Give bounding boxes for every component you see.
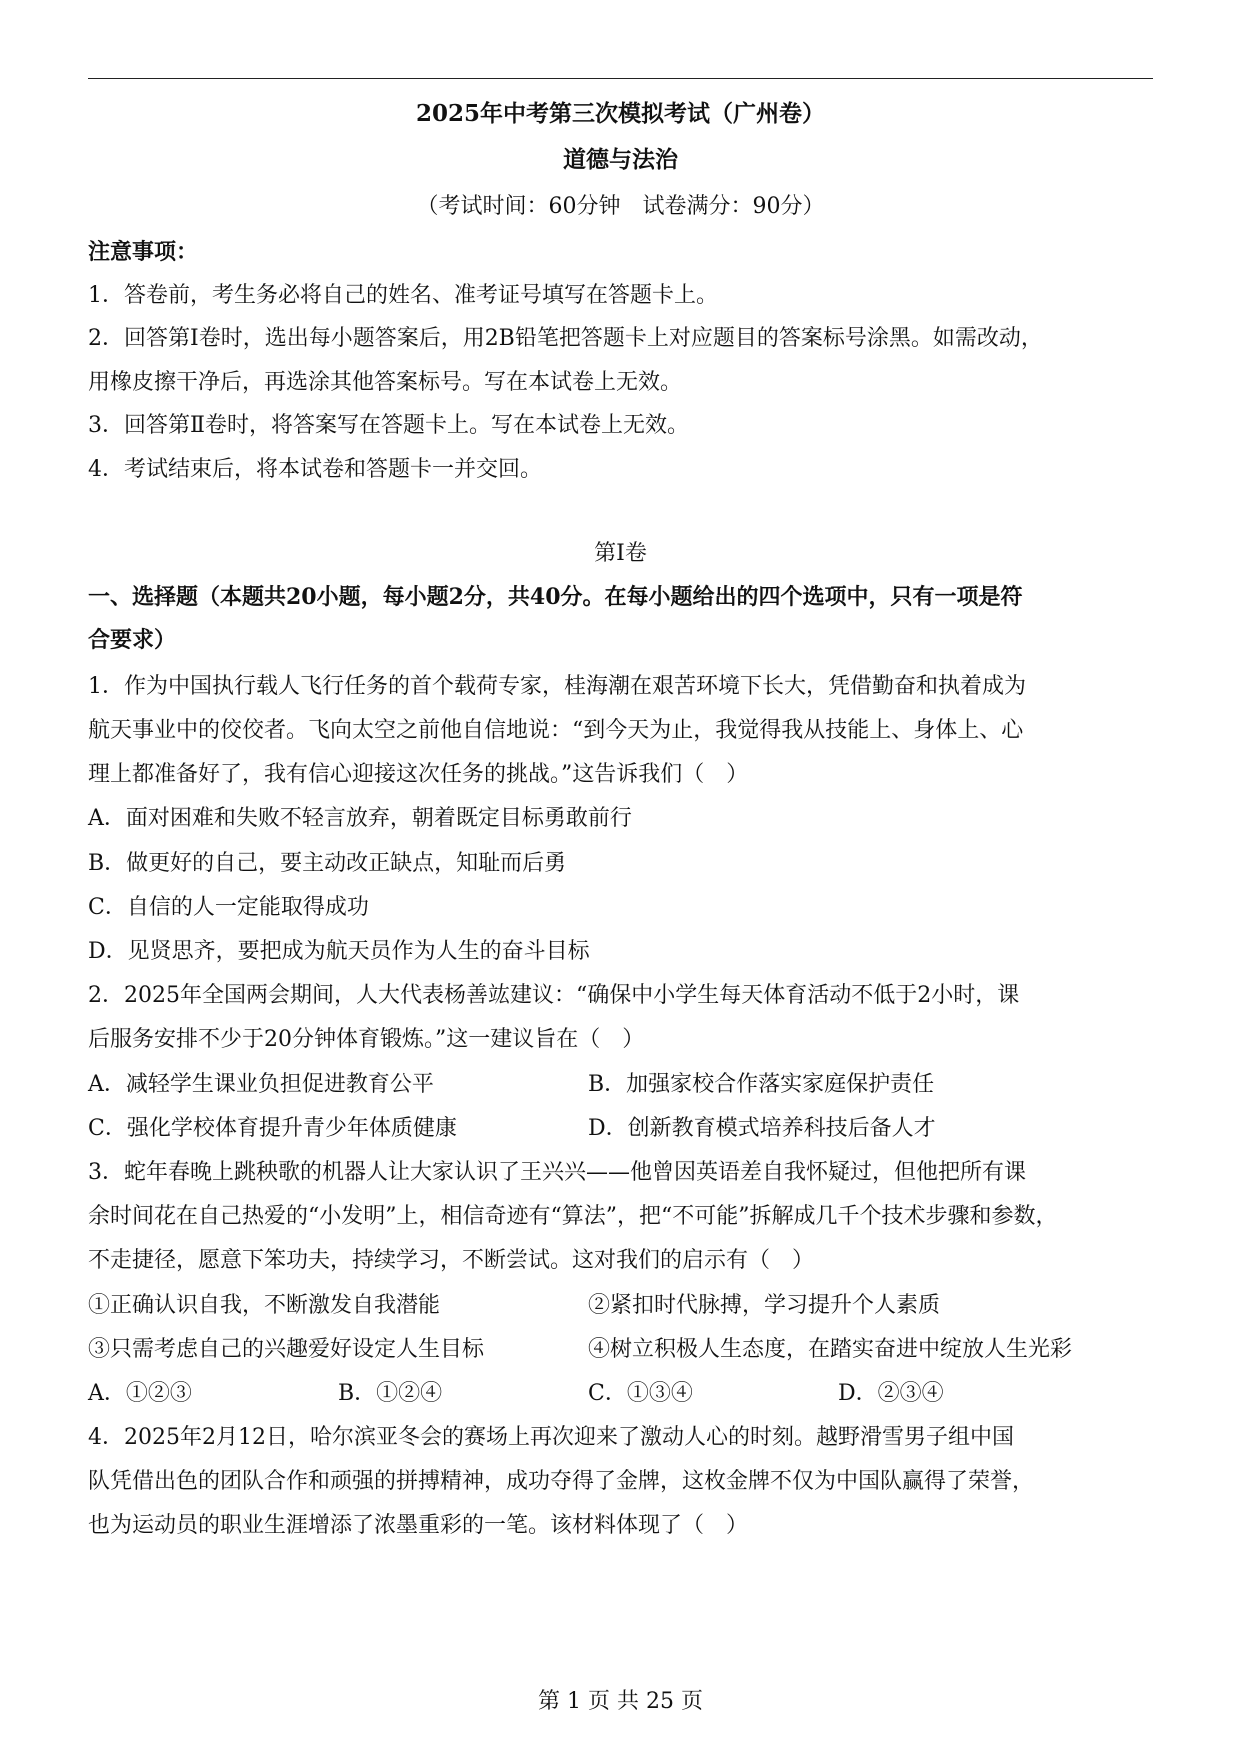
q2-stem: 后服务安排不少于20分钟体育锻炼。”这一建议旨在（ ）: [88, 1027, 645, 1052]
q3-stem: 不走捷径，愿意下笨功夫，持续学习，不断尝试。这对我们的启示有（ ）: [88, 1248, 815, 1273]
q1-option-c: C．自信的人一定能取得成功: [88, 895, 369, 920]
q3-option-c: C．①③④: [588, 1381, 693, 1406]
q3-stem: 余时间花在自己热爱的“小发明”上，相信奇迹有“算法”，把“不可能”拆解成几千个技术步骤和参数，: [88, 1204, 1058, 1229]
q2-stem: 2．2025年全国两会期间，人大代表杨善竑建议：“确保中小学生每天体育活动不低于2小时，课: [88, 983, 1020, 1008]
q2-option-b: B．加强家校合作落实家庭保护责任: [588, 1072, 935, 1097]
section-heading-cont: 合要求）: [88, 627, 177, 653]
page-number: 第 1 页 共 25 页: [538, 1689, 703, 1714]
q3-statement-row: [88, 1335, 1153, 1365]
q3-statement-4: ④树立积极人生态度，在踏实奋进中绽放人生光彩: [588, 1337, 1073, 1362]
note-line: 3．回答第Ⅱ卷时，将答案写在答题卡上。写在本试卷上无效。: [88, 413, 689, 438]
note-line: 2．回答第Ⅰ卷时，选出每小题答案后，用2B铅笔把答题卡上对应题目的答案标号涂黑。如需改动，: [88, 326, 1043, 351]
q2-option-row: [88, 1114, 1153, 1144]
q3-statement-1: ①正确认识自我，不断激发自我潜能: [88, 1293, 441, 1318]
volume-label: 第Ⅰ卷: [594, 541, 647, 566]
q3-statement-row: [88, 1291, 1153, 1321]
note-line: 用橡皮擦干净后，再选涂其他答案标号。写在本试卷上无效。: [88, 370, 683, 395]
q4-stem: 4．2025年2月12日，哈尔滨亚冬会的赛场上再次迎来了激动人心的时刻。越野滑雪男子组中国: [88, 1425, 1014, 1450]
q4-stem: 也为运动员的职业生涯增添了浓墨重彩的一笔。该材料体现了（ ）: [88, 1513, 749, 1538]
q4-stem: 队凭借出色的团队合作和顽强的拼搏精神，成功夺得了金牌，这枚金牌不仅为中国队赢得了荣誉，: [88, 1469, 1035, 1494]
note-line: 1．答卷前，考生务必将自己的姓名、准考证号填写在答题卡上。: [88, 283, 718, 308]
q3-statement-3: ③只需考虑自己的兴趣爱好设定人生目标: [88, 1337, 485, 1362]
q3-stem: 3．蛇年春晚上跳秧歌的机器人让大家认识了王兴兴——他曾因英语差自我怀疑过，但他把所有课: [88, 1160, 1027, 1185]
q1-stem: 航天事业中的佼佼者。飞向太空之前他自信地说：“到今天为止，我觉得我从技能上、身体上、心: [88, 718, 1024, 743]
q1-stem: 理上都准备好了，我有信心迎接这次任务的挑战。”这告诉我们（ ）: [88, 762, 749, 787]
notes-heading: 注意事项：: [88, 239, 199, 265]
q1-option-b: B．做更好的自己，要主动改正缺点，知耻而后勇: [88, 851, 567, 876]
q2-option-row: [88, 1070, 1153, 1100]
header-rule: [88, 78, 1153, 79]
q3-statement-2: ②紧扣时代脉搏，学习提升个人素质: [588, 1293, 941, 1318]
subject-title: 道德与法治: [563, 146, 678, 173]
q2-option-d: D．创新教育模式培养科技后备人才: [588, 1116, 936, 1141]
q2-option-c: C．强化学校体育提升青少年体质健康: [88, 1116, 457, 1141]
exam-title: 2025年中考第三次模拟考试（广州卷）: [415, 100, 825, 127]
q3-option-a: A．①②③: [88, 1381, 192, 1406]
q1-stem: 1．作为中国执行载人飞行任务的首个载荷专家，桂海潮在艰苦环境下长大，凭借勤奋和执着成为: [88, 674, 1027, 699]
exam-meta: （考试时间：60分钟 试卷满分：90分）: [416, 194, 825, 219]
note-line: 4．考试结束后，将本试卷和答题卡一并交回。: [88, 457, 542, 482]
q1-option-d: D．见贤思齐，要把成为航天员作为人生的奋斗目标: [88, 939, 590, 964]
section-heading: 一、选择题（本题共20小题，每小题2分，共40分。在每小题给出的四个选项中，只有一项是符: [88, 584, 1023, 610]
q1-option-a: A．面对困难和失败不轻言放弃，朝着既定目标勇敢前行: [88, 806, 632, 831]
q3-option-b: B．①②④: [338, 1381, 443, 1406]
q3-option-d: D．②③④: [838, 1381, 944, 1406]
q2-option-a: A．减轻学生课业负担促进教育公平: [88, 1072, 434, 1097]
